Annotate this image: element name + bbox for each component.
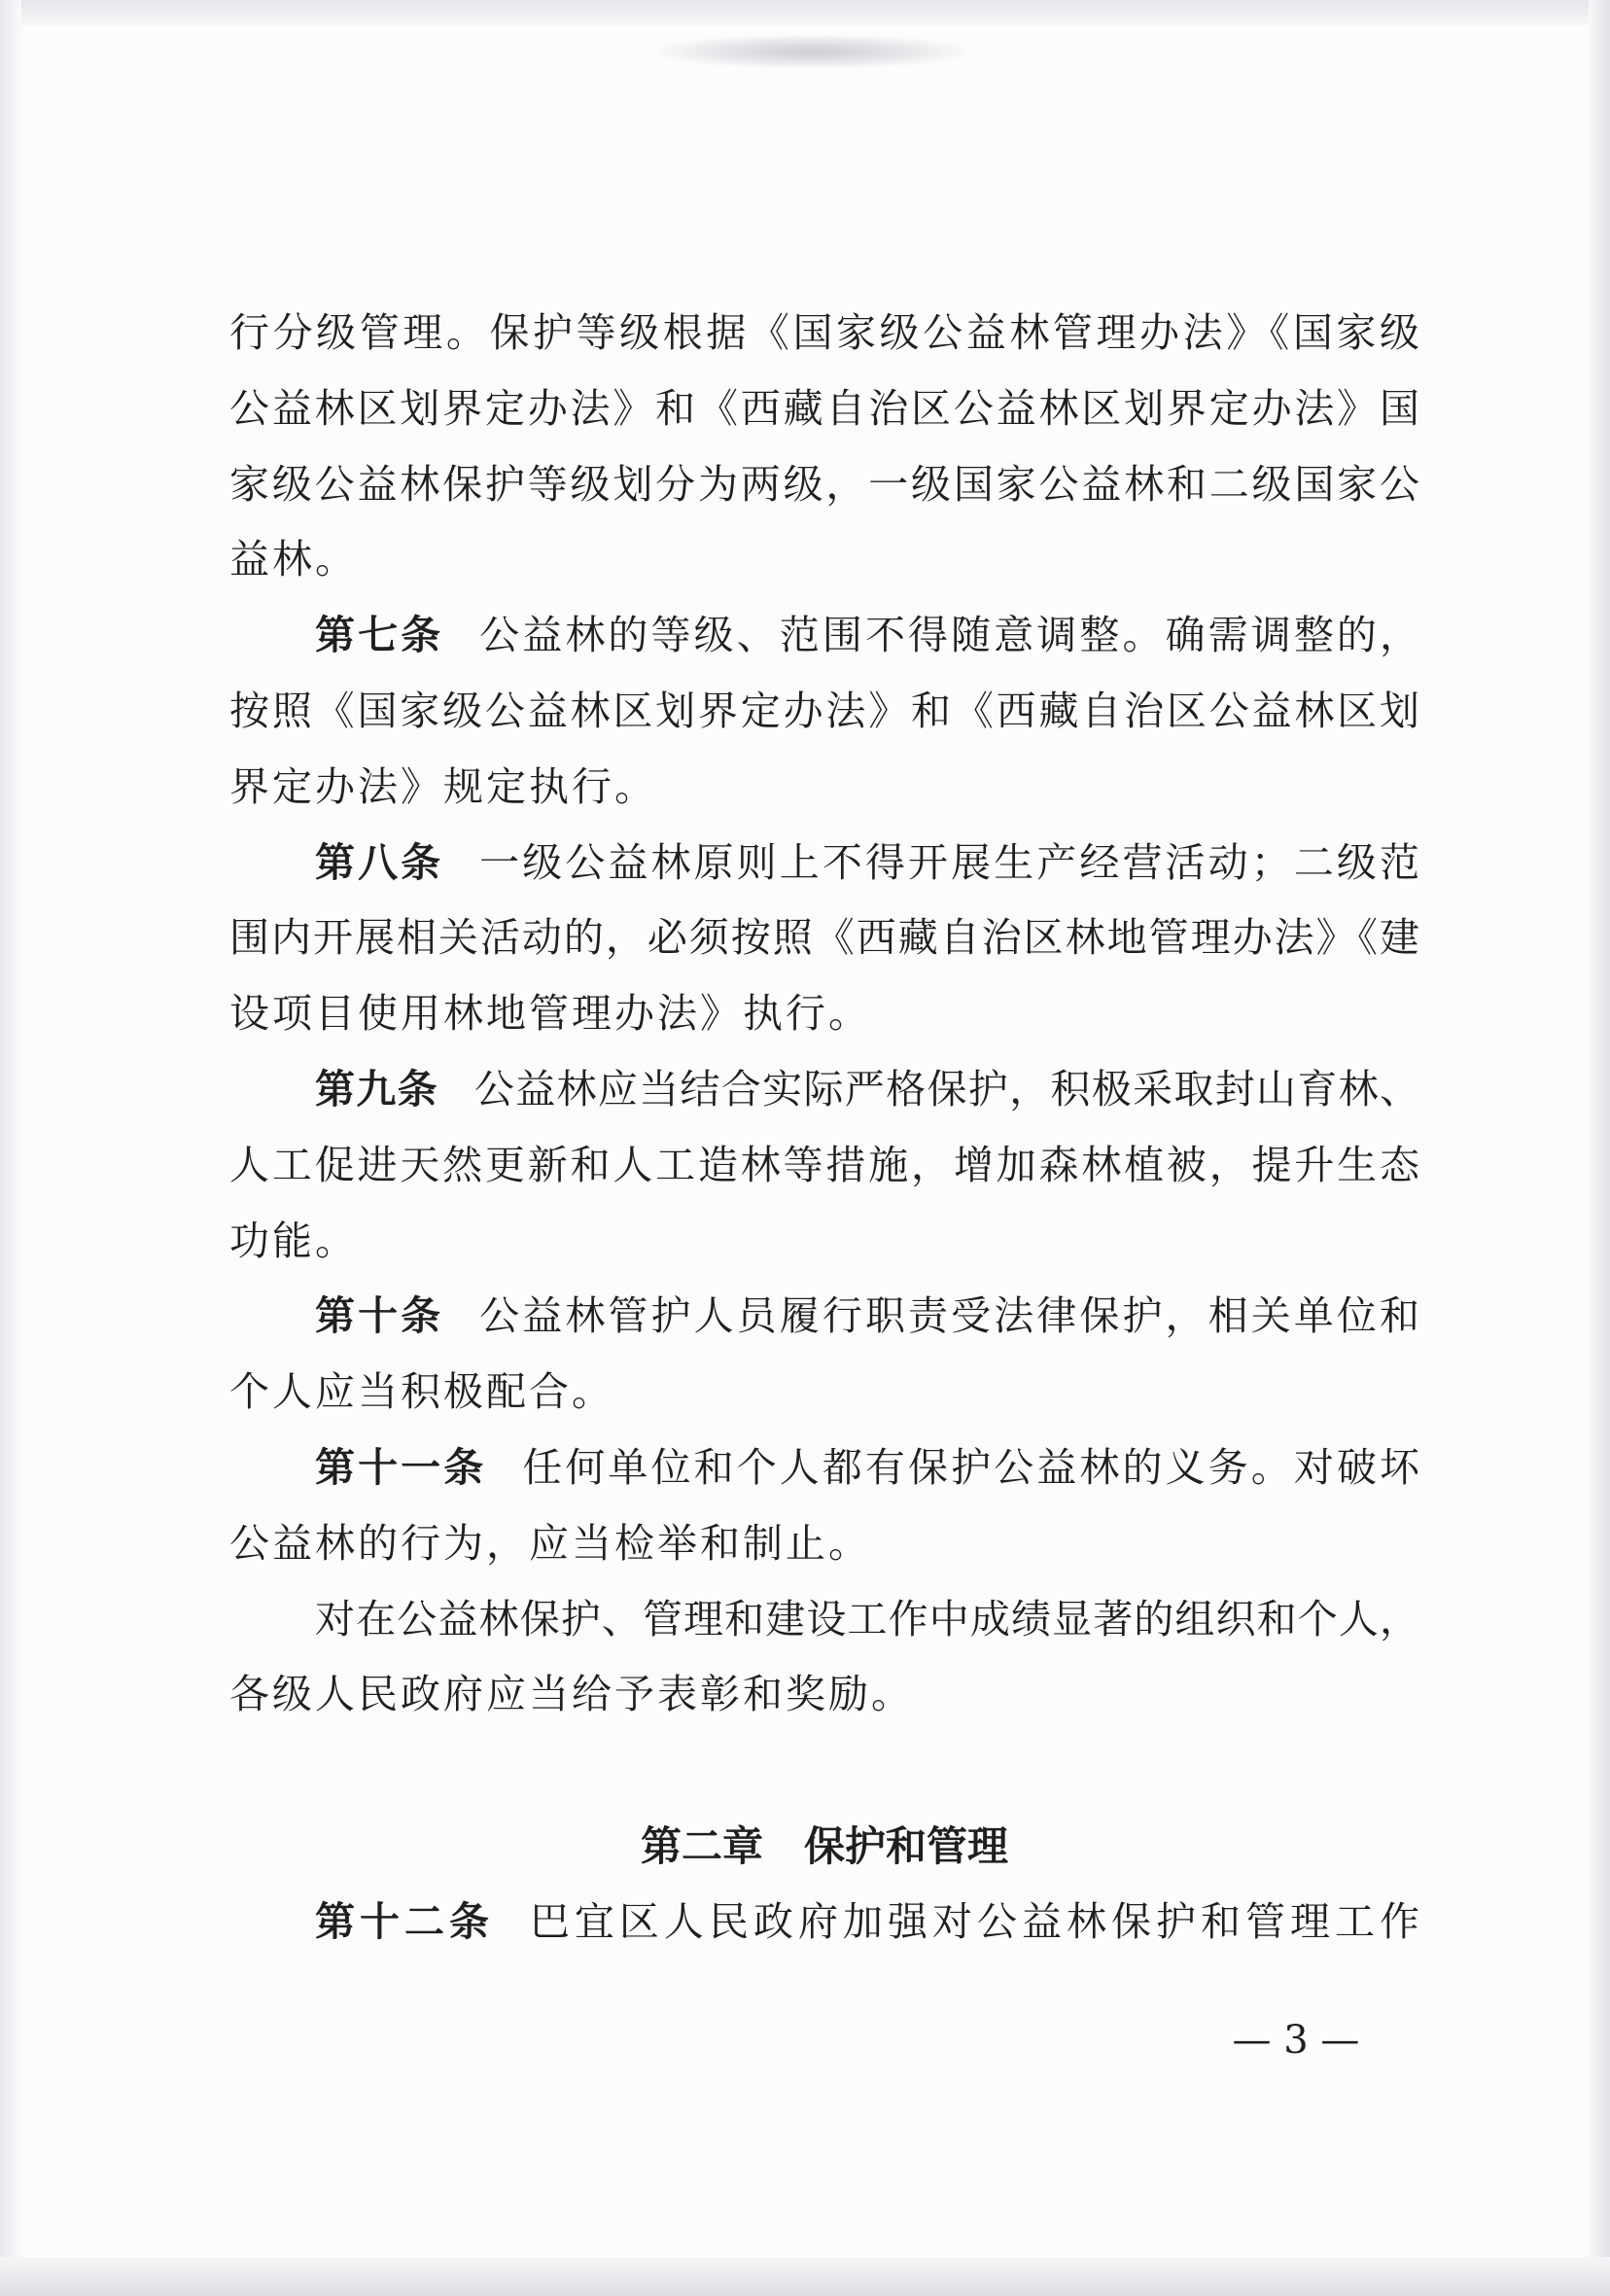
article-label: 第七条 bbox=[315, 612, 444, 659]
article-text: 公益林管护人员履行职责受法律保护，相关单位和 bbox=[479, 1292, 1419, 1340]
text-line: 按照《国家级公益林区划界定办法》和《西藏自治区公益林区划 bbox=[229, 687, 1419, 734]
paragraph-continued bbox=[229, 296, 1419, 598]
article-12 bbox=[229, 1885, 1419, 1960]
scan-border-bottom bbox=[0, 2257, 1610, 2296]
article-label: 第九条 bbox=[315, 1065, 438, 1113]
article-text: 任何单位和个人都有保护公益林的义务。对破坏 bbox=[522, 1443, 1419, 1491]
text-line: 功能。 bbox=[229, 1217, 358, 1264]
scan-border-top bbox=[0, 0, 1610, 25]
text-line bbox=[229, 598, 1419, 674]
chapter-heading: 第二章 保护和管理 bbox=[640, 1821, 1008, 1870]
scan-border-left bbox=[0, 0, 21, 2296]
text-line: 设项目使用林地管理办法》执行。 bbox=[229, 990, 871, 1038]
article-10 bbox=[229, 1279, 1419, 1431]
scan-smudge bbox=[658, 35, 965, 68]
article-label: 第八条 bbox=[315, 838, 444, 886]
article-label: 第十条 bbox=[315, 1292, 444, 1340]
article-text: 巴宜区人民政府加强对公益林保护和管理工作 bbox=[529, 1897, 1419, 1945]
article-7 bbox=[229, 598, 1419, 825]
text-line bbox=[229, 1885, 1419, 1960]
article-text: 公益林的等级、范围不得随意调整。确需调整的， bbox=[479, 612, 1419, 659]
article-9 bbox=[229, 1052, 1419, 1279]
text-line: 个人应当积极配合。 bbox=[229, 1368, 614, 1416]
text-line: 围内开展相关活动的，必须按照《西藏自治区林地管理办法》《建 bbox=[229, 914, 1419, 962]
text-line bbox=[229, 826, 1419, 901]
article-text: 一级公益林原则上不得开展生产经营活动；二级范 bbox=[479, 838, 1419, 886]
text-line bbox=[229, 1431, 1419, 1506]
document-body bbox=[229, 296, 1419, 1960]
article-label: 第十二条 bbox=[315, 1897, 495, 1945]
text-line: 对在公益林保护、管理和建设工作中成绩显著的组织和个人， bbox=[315, 1595, 1419, 1643]
article-8 bbox=[229, 826, 1419, 1052]
text-line bbox=[229, 1052, 1419, 1128]
text-line: 家级公益林保护等级划分为两级，一级国家公益林和二级国家公 bbox=[229, 460, 1419, 508]
scan-border-right bbox=[1589, 0, 1610, 2296]
article-11 bbox=[229, 1431, 1419, 1582]
blank-line bbox=[229, 1733, 1419, 1809]
text-line: 行分级管理。保护等级根据《国家级公益林管理办法》《国家级 bbox=[229, 309, 1419, 356]
article-label: 第十一条 bbox=[315, 1443, 487, 1491]
text-line: 公益林的行为，应当检举和制止。 bbox=[229, 1519, 871, 1567]
article-text: 公益林应当结合实际严格保护，积极采取封山育林、 bbox=[473, 1065, 1419, 1113]
page-number: — 3 — bbox=[1232, 2018, 1360, 2063]
text-line: 益林。 bbox=[229, 536, 358, 583]
text-line: 界定办法》规定执行。 bbox=[229, 762, 657, 810]
text-line: 各级人民政府应当给予表彰和奖励。 bbox=[229, 1671, 914, 1718]
text-line: 公益林区划界定办法》和《西藏自治区公益林区划界定办法》国 bbox=[229, 384, 1419, 432]
text-line bbox=[229, 1279, 1419, 1355]
text-line: 人工促进天然更新和人工造林等措施，增加森林植被，提升生态 bbox=[229, 1141, 1419, 1188]
article-11-paragraph-2 bbox=[229, 1582, 1419, 1734]
